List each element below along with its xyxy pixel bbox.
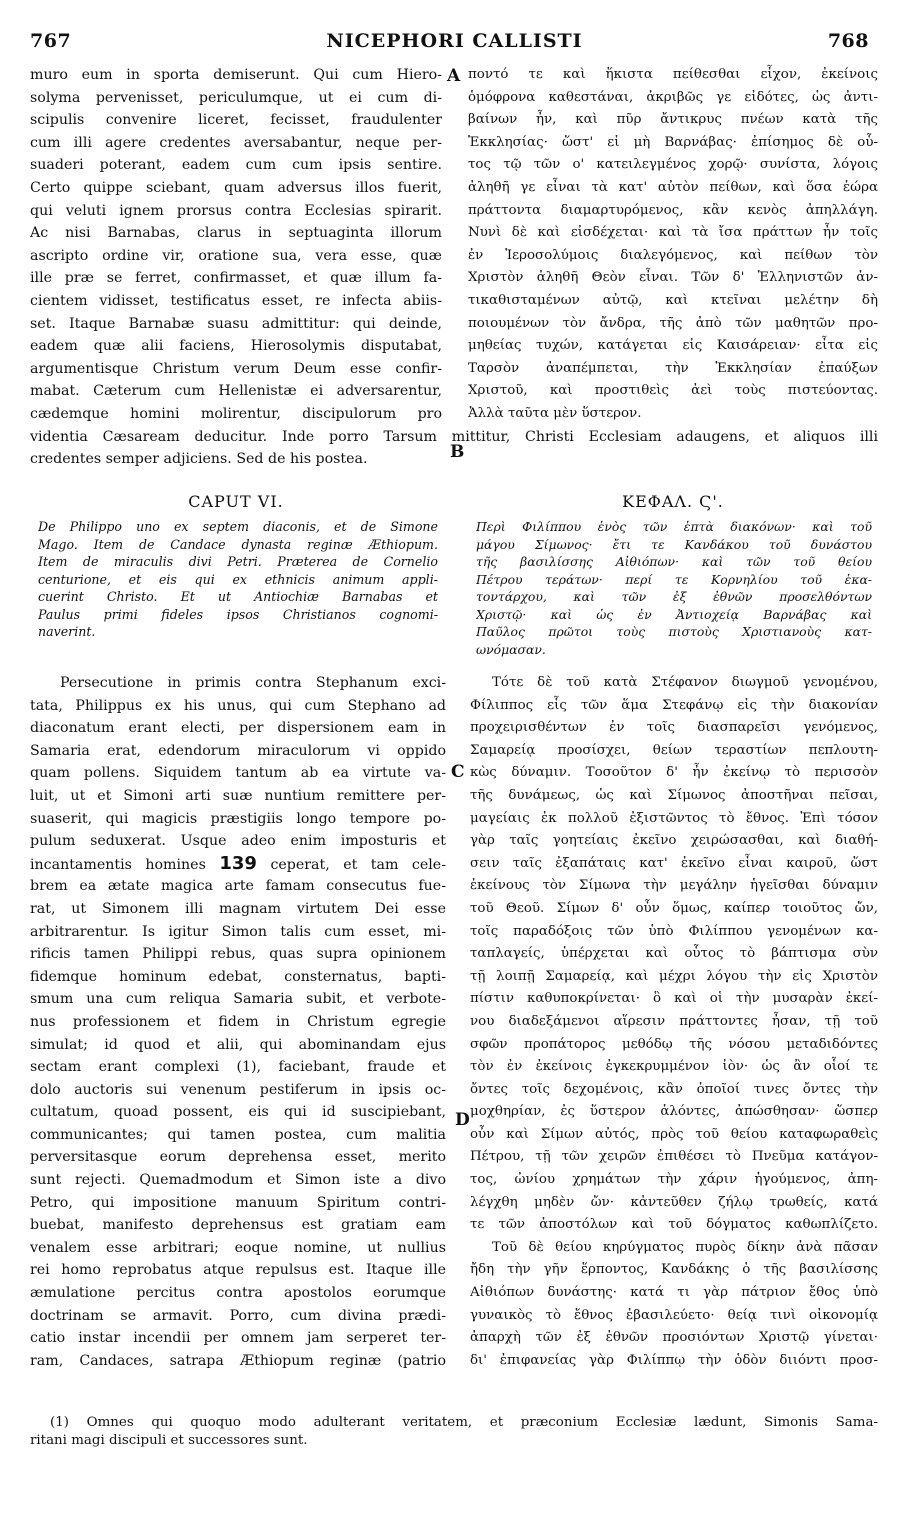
greek-line: ἀπαρχὴ τῶν ἐξ ἐθνῶν προσιόντων Χριστῷ γίνεται·	[470, 1330, 878, 1346]
footnote-line: ritani magi discipuli et successores sunt.	[30, 1433, 308, 1448]
latin-line: scipulis convenire liceret, fecisset, fraudulenter	[30, 112, 442, 129]
latin-line: muro eum in sporta demiserunt. Qui cum Hiero-	[30, 67, 442, 83]
caput-heading-latin: CAPUT VI.	[188, 492, 284, 511]
latin-line: ascripto ordine vir, oratione sua, vera esse, quæ	[30, 247, 442, 264]
latin-line: eadem quæ alii faciens, Hierosolymis disputabat,	[30, 338, 442, 355]
latin-line: fidemque hominum edebat, consternatus, bapti-	[30, 968, 446, 985]
greek-line: τοῖς παραδόξοις τῶν ὑπὸ Φιλίππου γενομένων κα-	[470, 923, 878, 939]
latin-line: diaconatum erant electi, per dispersionem eam in	[30, 720, 446, 737]
margin-marker-c: C	[451, 762, 465, 782]
latin-line-tail: videntia Cæsaream deducitur.	[30, 428, 268, 445]
greek-line: ἤδη τὴν γῆν ἕρποντος, Κανδάκης ὁ τῆς βασιλίσσης	[470, 1262, 878, 1278]
latin-line: Samaria erat, edendorum miraculorum vi oppido	[30, 742, 446, 759]
top-greek-column	[468, 64, 878, 426]
latin-line: nus professionem et fidem in Christum egregie	[30, 1013, 446, 1030]
summary-line: cuerint Christo. Et ut Antiochiæ Barnabas et	[38, 589, 438, 604]
margin-marker-d: D	[455, 1110, 470, 1130]
margin-marker-a: A	[447, 66, 461, 86]
greek-line: μοχθηρίαν, ἐς ὕστερον ἁλόντες, ἀπώσθησαν· ὥσπερ	[470, 1104, 878, 1120]
greek-line: Νυνὶ δὲ καὶ εἰσδέχεται· καὶ τὰ ἴσα πράττων ἦν τοῖς	[468, 225, 878, 241]
latin-line: suaserit, qui magicis præstigiis longo tempore po-	[30, 810, 446, 827]
greek-line: δι' ἐπιφανείας γὰρ Φιλίππῳ τὴν ὁδὸν διιόντι προσ-	[470, 1352, 878, 1368]
greek-line: ποιουμένων τὸν ἄνδρα, τῆς ἀπὸ τῶν μαθητῶν προ-	[468, 315, 878, 331]
summary-line: τοντάρχου, καὶ τῶν ἐξ ἐθνῶν προσελθόντων	[476, 589, 872, 604]
summary-line: De Philippo uno ex septem diaconis, et de Simone	[38, 519, 438, 534]
latin-line	[30, 853, 446, 876]
greek-line: ὄντες τοῖς δεχομένοις, κἂν ὁποῖοί τινες ὄντες τὴν	[470, 1081, 878, 1097]
greek-line: τῆς δυνάμεως, ὡς καὶ Σίμωνος ἀποστῆναι πεῖσαι,	[470, 787, 878, 803]
greek-line: Τότε δὲ τοῦ κατὰ Στέφανον διωγμοῦ γενομένου,	[492, 675, 878, 690]
greek-line: τος τῷ τῶν ο' κατειλεγμένος χορῷ· συνίστα, λόγοις	[468, 157, 878, 173]
greek-line: Τοῦ δὲ θείου κηρύγματος πυρὸς δίκην ἀνὰ πᾶσαν	[492, 1239, 878, 1255]
latin-line: æmulatione percitus contra apostolos eorumque	[30, 1285, 446, 1302]
latin-line: cultatum, quoad possent, eis qui id suscipiebant,	[30, 1104, 446, 1121]
summary-line: Item de miraculis divi Petri. Præterea de Cornelio	[38, 554, 438, 569]
greek-line: ἐκείνους τὸν Σίμωνα τὴν μεγάλην ἡγεῖσθαι δύναμιν	[470, 878, 878, 894]
greek-line: Ἀλλὰ ταῦτα μὲν ὕστερον.	[468, 405, 642, 421]
latin-line: venalem esse arbitrari; eoque nomine, ut nullius	[30, 1239, 446, 1256]
greek-line: γυναικὸς τὸ ἔθνος ἐβασιλεύετο· θείᾳ τινὶ οἰκονομίᾳ	[470, 1307, 878, 1323]
full-width-continuation: Inde porro Tarsum mittitur, Christi Ecclesiam adaugens, et aliquos illi	[281, 428, 878, 445]
main-greek-column	[470, 672, 878, 1372]
summary-line: Mago. Item de Candace dynasta reginæ Æthiopum.	[38, 536, 438, 552]
running-title: NICEPHORI CALLISTI	[326, 30, 583, 52]
latin-line: mabat. Cæterum cum Hellenistæ ei adversarentur,	[30, 383, 442, 400]
summary-line: Περὶ Φιλίππου ἑνὸς τῶν ἑπτὰ διακόνων· καὶ τοῦ	[476, 519, 872, 534]
latin-line: doctrinam se armavit. Porro, cum divina prædi-	[30, 1307, 446, 1324]
footnote-line: (1) Omnes qui quoquo modo adulterant veritatem, et præconium Ecclesiæ lædunt, Simonis Sama-	[50, 1415, 878, 1430]
latin-line: rei homo reprobatus atque repulsus est. Itaque ille	[30, 1262, 446, 1279]
greek-line: Φίλιππος εἷς τῶν ἅμα Στεφάνῳ εἰς τὴν διακονίαν	[470, 697, 878, 713]
latin-line: ram, Candaces, satrapa Æthiopum reginæ (patrio	[30, 1352, 446, 1369]
greek-line: ταπλαγείς, ὑπέρχεται καὶ οὗτος τὸ βάπτισμα σὺν	[470, 946, 878, 962]
latin-line: qui veluti ignem prorsus contra Ecclesias spirarit.	[30, 202, 442, 219]
greek-line: οὖν καὶ Σίμων αὐτός, πρὸς τοῦ θείου καταφωραθεὶς	[470, 1126, 878, 1142]
greek-line: τοῦ Θεοῦ. Σίμων δ' οὖν ὅμως, καίπερ τοιοῦτος ὤν,	[470, 900, 878, 916]
page-number-right: 768	[827, 30, 869, 52]
greek-line: μαγείαις ἐκ πολλοῦ ἐξιστῶντος τὸ ἔθνος. Ἐπὶ τόσον	[470, 810, 878, 826]
latin-line: tata, Philippus ex his unus, qui cum Stephano ad	[30, 697, 446, 714]
latin-line: catio instar incendii per omnem jam serperet ter-	[30, 1330, 446, 1347]
latin-line: quam pollens. Siquidem tantum ab ea virtute va-	[30, 765, 446, 782]
latin-line: argumentisque Christum verum Deum esse confir-	[30, 360, 442, 377]
latin-line: Petro, qui impositione manuum Spiritum contri-	[30, 1194, 446, 1211]
latin-line: Ac nisi Barnabas, clarus in septuaginta illorum	[30, 225, 442, 242]
greek-line: τε τῶν ἀποστόλων καὶ τοῦ δόγματος καθωπλίζετο.	[470, 1217, 878, 1233]
latin-line: brem ea ætate magica arte famam consecutus fue-	[30, 878, 446, 895]
latin-line: smum una cum reliqua Samaria subit, et verbote-	[30, 991, 446, 1008]
latin-line: sectam erant complexi (1), faciebant, fraude et	[30, 1059, 446, 1076]
summary-line: Παῦλος πρῶτοι τοὺς πιστοὺς Χριστιανοὺς κατ-	[476, 624, 872, 639]
latin-line: simulat; id quod et alii, qui abominandam ejus	[30, 1036, 446, 1053]
greek-line: λέγχθη μηδὲν ὤν· κἀντεῦθεν ζήλῳ τρωθείς, κατά	[470, 1194, 878, 1210]
summary-line: naverint.	[38, 624, 96, 639]
greek-line: ἀληθῆ γε εἶναι τὰ κατ' αὐτὸν πείθων, καὶ ὅσα ἑώρα	[468, 179, 878, 195]
greek-line: Ἐκκλησίας· ὥστ' εἰ μὴ Βαρνάβας· ἐπίσημος δὲ οὗ-	[468, 134, 878, 150]
summary-line: ωνόμασαν.	[476, 641, 546, 657]
chapter-summary-latin	[38, 518, 438, 641]
caput-heading-greek: ΚΕΦΑΛ. Ϛ'.	[622, 492, 724, 511]
latin-line: cientem vidisset, testificatus esset, re infecta abiis-	[30, 292, 442, 309]
greek-line: σφῶν προπάτορος μεθόδῳ τῆς νόσου μεταδιδόντες	[470, 1036, 878, 1052]
greek-line: τὸν ἐν ἐκείνοις ἐγκεκρυμμένον ἰὸν· ὡς ἂν οἷοί τε	[470, 1059, 878, 1075]
greek-line: Πέτρου, τῇ τῶν χειρῶν ἐπιθέσει τὸ Πνεῦμα κατάγον-	[470, 1149, 878, 1165]
page-number-left: 767	[30, 30, 72, 52]
latin-line: Persecutione in primis contra Stephanum exci-	[60, 675, 446, 691]
greek-line: ποντό τε καὶ ἥκιστα πείθεσθαι εἶχον, ἐκείνοις	[468, 67, 878, 82]
summary-line: μάγου Σίμωνος· ἔτι τε Κανδάκου τοῦ δυνάστου	[476, 536, 872, 552]
latin-line: pulum seduxerat. Usque adeo enim imposturis et	[30, 833, 446, 850]
greek-line: μηθείας τυχών, κατάγεται εἰς Καισάρειαν· εἶτα εἰς	[468, 338, 878, 354]
greek-line: πίστιν καθυποκρίνεται· ὃ καὶ οἱ τὴν μυσαρὰν ἐκεί-	[470, 991, 878, 1007]
full-width-text	[30, 426, 878, 471]
latin-line: cum illi agere credentes aversabantur, neque per-	[30, 134, 442, 151]
latin-line: communicantes; qui tamen postea, cum malitia	[30, 1126, 446, 1143]
latin-line: ille præ se ferret, confirmasset, et quæ illum fa-	[30, 270, 442, 287]
marginal-number: 139	[219, 852, 257, 874]
chapter-summary-greek	[476, 518, 872, 658]
greek-line: Ταρσὸν ἀναπέμπεται, τὴν Ἐκκλησίαν ἐπαύξων	[468, 360, 878, 376]
greek-line: τικαθισταμένων αὐτῷ, καὶ κτεῖναι μελέτην δὴ	[468, 292, 878, 308]
greek-line: τος, ὠνίου χρημάτων τὴν χάριν ἡγούμενος, ἀπη-	[470, 1172, 878, 1188]
full-width-line: credentes semper adjiciens. Sed de his postea.	[30, 451, 368, 468]
latin-line: set. Itaque Barnabæ suasu admittitur: qui deinde,	[30, 315, 442, 332]
latin-line: buebat, manifesto deprehensus est gratiam eam	[30, 1217, 446, 1234]
footnote	[30, 1414, 878, 1450]
latin-line: arbitrarentur. Is igitur Simon talis cum esset, mi-	[30, 923, 446, 940]
latin-line: rat, ut Simonem illi magnam virtutem Dei esse	[30, 900, 446, 917]
latin-line: cædemque homini molirentur, discipulorum pro	[30, 405, 442, 422]
greek-line: ἐν Ἱεροσολύμοις διαλεγόμενος, καὶ πείθων τὸν	[468, 247, 878, 263]
greek-line: κὼς δύναμιν. Τοσοῦτον δ' ἦν ἐκείνῳ τὸ περισσὸν	[470, 765, 878, 781]
latin-line: dolo auctoris sui venenum pestiferum in ipsis oc-	[30, 1081, 446, 1098]
main-latin-column	[30, 672, 446, 1372]
greek-line: Χριστὸν ἀληθῆ Θεὸν εἶναι. Τῶν δ' Ἑλληνιστῶν ἀν-	[468, 270, 878, 286]
greek-line: Σαμαρείᾳ προσίσχει, θείων τεραστίων πεπλουτη-	[470, 742, 878, 758]
greek-line: ὁμόφρονα καθεστάναι, ἀκριβῶς γε εἰδότες, ὡς ἀντι-	[468, 89, 878, 105]
latin-line: Certo quippe sciebant, quam adversus illos fuerit,	[30, 179, 442, 196]
greek-line: νου διαδεξάμενοι αἵρεσιν πράττοντες ἦσαν, τῇ τοῦ	[470, 1013, 878, 1029]
latin-line-text: ceperat, et tam cele-	[270, 856, 446, 873]
summary-line: centurione, et eis qui ex ethnicis animum appli-	[38, 571, 438, 587]
latin-line: solyma pervenisset, periculumque, ut ei cum di-	[30, 89, 442, 106]
summary-line: Paulus primi fideles ipsos Christianos cognomi-	[38, 606, 438, 622]
greek-line: Αἰθιόπων δυνάστης· κατά τι γὰρ πάτριον ἔθος ὑπὸ	[470, 1285, 878, 1301]
greek-line: γὰρ ταῖς γοητείαις ἐκεῖνο χειρώσασθαι, καὶ διαθή-	[470, 833, 878, 849]
greek-line: προχειρισθέντων ἐν τοῖς διασπαρεῖσι γενόμενος,	[470, 720, 878, 736]
greek-line: Χριστοῦ, καὶ προστιθεὶς ἀεὶ τοὺς πιστεύοντας.	[468, 383, 878, 399]
latin-line: rificis tamen Philippi rebus, quas supra opinionem	[30, 946, 446, 963]
greek-line: πράττοντα διαμαρτυρόμενος, κἂν κενὸς ἀπηλλάγη.	[468, 202, 878, 218]
summary-line: τῆς βασιλίσσης Αἰθιόπων· καὶ τῶν τοῦ θείου	[476, 554, 872, 569]
summary-line: Πέτρου τεράτων· περί τε Κορνηλίου τοῦ ἑκα-	[476, 571, 872, 587]
latin-line: perversitasque eorum deprehensa esset, merito	[30, 1149, 446, 1166]
latin-line: luit, ut et Simoni arti suæ nuntium remittere per-	[30, 787, 446, 804]
greek-line: σειν ταῖς ἐξαπάταις κατ' ἐκεῖνο εἶναι καιροῦ, ὥστ	[470, 855, 878, 871]
latin-line-text: incantamentis homines	[30, 856, 206, 873]
top-latin-column	[30, 64, 442, 426]
greek-line: βαίνων ἦν, καὶ πῦρ ἄντικρυς πνέων κατὰ τῆς	[468, 112, 878, 128]
latin-line: suaderi poterant, eadem cum cum ipsis sentire.	[30, 157, 442, 174]
latin-line: sunt rejecti. Quemadmodum et Simon iste a divo	[30, 1172, 446, 1189]
margin-marker-b: B	[450, 442, 465, 462]
greek-line: τῇ λοιπῇ Σαμαρείᾳ, καὶ μέχρι λόγου τὴν εἰς Χριστὸν	[470, 968, 878, 984]
summary-line: Χριστῷ· καὶ ὡς ἐν Ἀντιοχείᾳ Βαρνάβας καὶ	[476, 606, 872, 622]
